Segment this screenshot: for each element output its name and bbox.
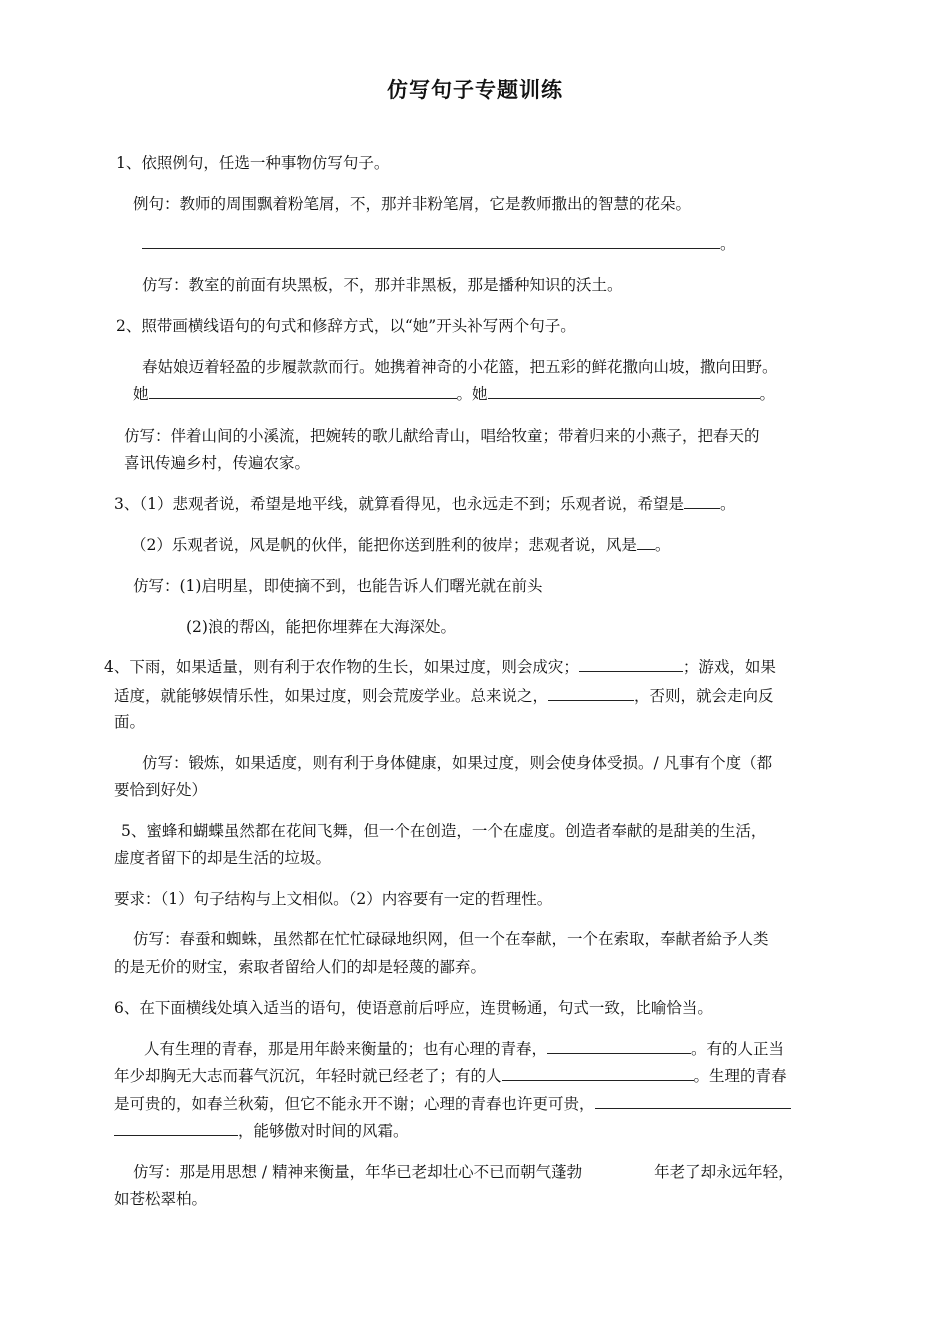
q6-line-1-tail: 。有的人正当 [691, 1040, 785, 1058]
q6-answer-line-1 [133, 1162, 794, 1182]
q3-part-1-end: 。 [719, 495, 736, 513]
q6-prompt: 6、在下面横线处填入适当的语句，使语意前后呼应，连贯畅通，句式一致，比喻恰当。 [114, 999, 713, 1017]
q3-part-1 [114, 494, 736, 514]
q6-answer-part-2: 年老了却永远年轻， [654, 1163, 794, 1181]
page-title: 仿写句子专题训练 [387, 78, 563, 102]
q4-line-1 [104, 657, 776, 677]
q6-line-1 [144, 1039, 784, 1059]
q2-answer-line-1: 仿写：伴着山间的小溪流，把婉转的歌儿献给青山，唱给牧童；带着归来的小燕子，把春天的 [124, 427, 760, 445]
q6-line-4-text: ，能够傲对时间的风霜。 [238, 1122, 409, 1140]
q4-answer-line-1: 仿写：锻炼，如果适度，则有利于身体健康，如果过度，则会使身体受损。/ 凡事有个度（都 [142, 754, 773, 772]
q2-she-2: 。她 [456, 385, 488, 403]
q6-line-3-text: 是可贵的，如春兰秋菊，但它不能永开不谢；心理的青春也许更可贵， [114, 1095, 595, 1113]
q3-blank-1[interactable] [684, 494, 720, 509]
q5-line-1: 5、蜜蜂和蝴蝶虽然都在花间飞舞，但一个在创造，一个在虚度。创造者奉献的是甜美的生活， [121, 822, 767, 840]
q4-blank-1[interactable] [579, 657, 683, 672]
q2-prompt: 2、照带画横线语句的句式和修辞方式，以“她”开头补写两个句子。 [116, 317, 576, 335]
q5-line-2: 虚度者留下的却是生活的垃圾。 [114, 849, 332, 867]
q3-part-1-text: 3、（1）悲观者说，希望是地平线，就算看得见，也永远走不到；乐观者说，希望是 [114, 495, 684, 513]
q2-text: 春姑娘迈着轻盈的步履款款而行。她携着神奇的小花篮，把五彩的鲜花撒向山坡，撒向田野。 [142, 358, 778, 376]
q2-blank-line [133, 384, 775, 404]
q6-blank-2[interactable] [502, 1066, 694, 1081]
q3-part-2-end: 。 [654, 536, 671, 554]
q6-line-4 [114, 1121, 409, 1141]
q1-answer-blank[interactable] [142, 234, 720, 249]
q6-blank-3a[interactable] [595, 1094, 791, 1109]
q2-she-1: 她 [133, 385, 149, 403]
q4-blank-2[interactable] [548, 686, 634, 701]
q6-answer-line-2: 如苍松翠柏。 [114, 1190, 208, 1208]
q1-blank-end: 。 [720, 235, 736, 253]
q3-part-2-text: （2）乐观者说，风是帆的伙伴，能把你送到胜利的彼岸；悲观者说，风是 [131, 536, 637, 554]
q4-line-1-tail: ；游戏，如果 [682, 658, 776, 676]
q1-blank-line [142, 234, 736, 254]
q6-line-2 [114, 1066, 787, 1086]
q4-answer-line-2: 要恰到好处） [114, 781, 208, 799]
q6-line-3 [114, 1094, 791, 1114]
q6-blank-3b[interactable] [114, 1121, 238, 1136]
q3-answer-2: (2)浪的帮凶，能把你埋葬在大海深处。 [186, 618, 456, 636]
q5-answer-line-1: 仿写：春蚕和蜘蛛，虽然都在忙忙碌碌地织网，但一个在奉献，一个在索取，奉献者給予人类 [133, 930, 769, 948]
q6-line-2-text: 年少却胸无大志而暮气沉沉，年轻时就已经老了；有的人 [114, 1067, 502, 1085]
q4-line-3: 面。 [114, 713, 146, 731]
q4-line-1-text: 4、下雨，如果适量，则有利于农作物的生长，如果过度，则会成灾； [104, 658, 579, 676]
q5-requirement: 要求：（1）句子结构与上文相似。（2）内容要有一定的哲理性。 [114, 890, 553, 908]
q4-line-2-tail: ，否则，就会走向反 [634, 687, 774, 705]
q3-blank-2[interactable] [637, 535, 655, 550]
q3-answer-1: 仿写：(1)启明星，即使摘不到，也能告诉人们曙光就在前头 [133, 577, 543, 595]
q2-end: 。 [759, 385, 776, 403]
q3-part-2 [131, 535, 670, 555]
q4-line-2-text: 适度，就能够娱情乐性，如果过度，则会荒废学业。总来说之， [114, 687, 549, 705]
q4-line-2 [114, 686, 774, 706]
q2-blank-2[interactable] [488, 384, 760, 399]
q1-example: 例句：教师的周围飘着粉笔屑，不，那并非粉笔屑，它是教师撒出的智慧的花朵。 [133, 195, 692, 213]
q6-line-2-tail: 。生理的青春 [693, 1067, 787, 1085]
q1-answer: 仿写：教室的前面有块黑板，不，那并非黑板，那是播种知识的沃土。 [142, 276, 623, 294]
q6-answer-part-1: 仿写：那是用思想 / 精神来衡量，年华已老却壮心不已而朝气蓬勃 [133, 1163, 583, 1181]
q5-answer-line-2: 的是无价的财宝，索取者留给人们的却是轻蔑的鄙弃。 [114, 958, 487, 976]
q2-answer-line-2: 喜讯传遍乡村，传遍农家。 [124, 454, 311, 472]
q6-blank-1[interactable] [547, 1039, 691, 1054]
q1-prompt: 1、依照例句，任选一种事物仿写句子。 [116, 154, 390, 172]
q6-line-1-text: 人有生理的青春，那是用年龄来衡量的；也有心理的青春， [144, 1040, 548, 1058]
q2-blank-1[interactable] [149, 384, 457, 399]
